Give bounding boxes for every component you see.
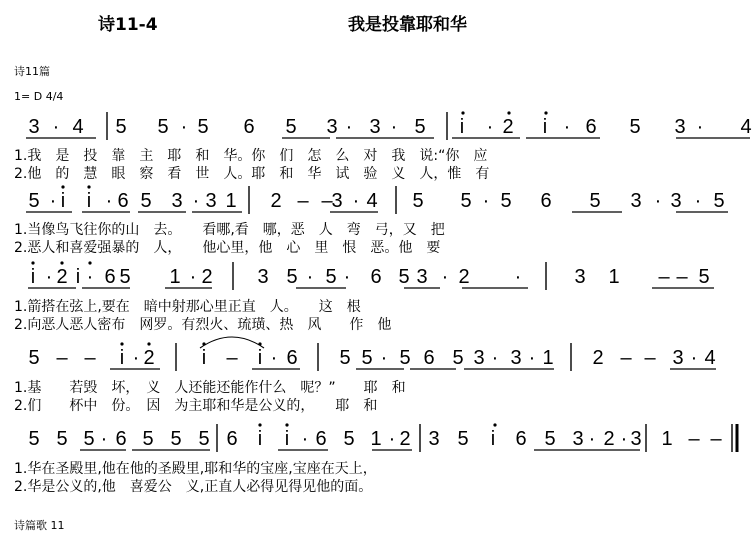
note-glyph: 3	[369, 116, 381, 138]
note-glyph: 1	[169, 266, 181, 288]
lyric-row-5-verse-2: 2.华是公义的,他 喜爱公 义,正直人必得见得见他的面。	[14, 479, 373, 495]
key-note: D	[33, 90, 43, 103]
note-glyph: 3	[574, 266, 586, 288]
note-glyph: i	[257, 347, 263, 369]
note-glyph: –	[710, 428, 722, 450]
note-glyph: 5	[343, 428, 355, 450]
note-glyph: ·	[189, 266, 197, 288]
note-glyph: 4	[366, 190, 378, 212]
note-glyph: 5	[119, 266, 131, 288]
lyric-row-3-verse-1: 1.箭搭在弦上,要在 暗中射那心里正直 人。 这 根	[14, 299, 361, 315]
note-glyph: ·	[86, 266, 94, 288]
note-glyph: 5	[339, 347, 351, 369]
note-glyph: 2	[458, 266, 470, 288]
note-glyph: 5	[198, 428, 210, 450]
note-glyph: 5	[500, 190, 512, 212]
note-glyph: 4	[740, 116, 752, 138]
note-glyph: ·	[270, 347, 278, 369]
note-glyph: 3	[510, 347, 522, 369]
note-glyph: ·	[192, 190, 200, 212]
note-glyph: –	[676, 266, 688, 288]
note-glyph: 6	[286, 347, 298, 369]
note-glyph: 1	[225, 190, 237, 212]
note-glyph: 5	[325, 266, 337, 288]
footer-source: 诗篇歌 11	[14, 519, 65, 532]
note-glyph: 6	[226, 428, 238, 450]
note-glyph: 3	[205, 190, 217, 212]
note-glyph: –	[297, 190, 309, 212]
note-glyph: 5	[197, 116, 209, 138]
note-glyph: i	[75, 266, 81, 288]
note-glyph: –	[644, 347, 656, 369]
note-glyph: ·	[345, 116, 353, 138]
note-glyph: 5	[713, 190, 725, 212]
note-glyph: ·	[694, 190, 702, 212]
note-glyph: 2	[399, 428, 411, 450]
note-glyph: –	[226, 347, 238, 369]
note-glyph: ·	[100, 428, 108, 450]
note-glyph: ·	[528, 347, 536, 369]
note-glyph: 5	[115, 116, 127, 138]
note-glyph: 5	[414, 116, 426, 138]
note-glyph: –	[688, 428, 700, 450]
key-prefix: 1=	[14, 90, 31, 103]
note-glyph: i	[30, 266, 36, 288]
note-glyph: ·	[486, 116, 494, 138]
note-glyph: 2	[56, 266, 68, 288]
note-glyph: i	[60, 190, 66, 212]
note-glyph: –	[84, 347, 96, 369]
lyric-row-4-verse-1: 1.基 若毁 坏， 义 人还能还能作什么 呢？” 耶 和	[14, 380, 406, 396]
note-glyph: ·	[482, 190, 490, 212]
note-glyph: ·	[180, 116, 188, 138]
note-glyph: i	[201, 347, 207, 369]
lyric-row-5-verse-1: 1.华在圣殿里,他在他的圣殿里,耶和华的宝座,宝座在天上，	[14, 461, 377, 477]
note-glyph: 3	[331, 190, 343, 212]
note-glyph: 1	[608, 266, 620, 288]
note-glyph: i	[490, 428, 496, 450]
note-glyph: ·	[49, 190, 57, 212]
note-glyph: ·	[441, 266, 449, 288]
note-glyph: 3	[28, 116, 40, 138]
source-psalm: 诗11篇	[14, 65, 50, 78]
note-glyph: ·	[491, 347, 499, 369]
note-glyph: 6	[243, 116, 255, 138]
note-glyph: 3	[257, 266, 269, 288]
note-glyph: i	[459, 116, 465, 138]
note-glyph: 3	[416, 266, 428, 288]
note-glyph: 5	[157, 116, 169, 138]
note-glyph: 2	[270, 190, 282, 212]
lyric-row-2-verse-1: 1.当像鸟飞往你的山 去。 看哪,看 哪，恶 人 弯 弓，又 把	[14, 222, 445, 238]
note-glyph: ·	[620, 428, 628, 450]
note-glyph: ·	[105, 190, 113, 212]
note-glyph: i	[86, 190, 92, 212]
note-glyph: 6	[315, 428, 327, 450]
note-glyph: 2	[143, 347, 155, 369]
note-glyph: ·	[132, 347, 140, 369]
note-glyph: 5	[589, 190, 601, 212]
note-glyph: ·	[390, 116, 398, 138]
note-glyph: 5	[544, 428, 556, 450]
note-glyph: ·	[380, 347, 388, 369]
page-title: 我是投靠耶和华	[348, 15, 467, 35]
note-glyph: 3	[572, 428, 584, 450]
note-glyph: 2	[201, 266, 213, 288]
note-glyph: –	[620, 347, 632, 369]
note-glyph: 5	[56, 428, 68, 450]
note-glyph: 5	[361, 347, 373, 369]
note-glyph: 3	[630, 190, 642, 212]
note-glyph: 3	[672, 347, 684, 369]
hymn-number: 诗11-4	[98, 15, 158, 35]
note-glyph: 5	[452, 347, 464, 369]
lyric-row-1-verse-1: 1.我 是 投 靠 主 耶 和 华。你 们 怎 么 对 我 说:“你 应	[14, 148, 488, 164]
note-glyph: 5	[28, 428, 40, 450]
note-glyph: –	[658, 266, 670, 288]
lyric-row-3-verse-2: 2.向恶人恶人密布 网罗。有烈火、琉璜、热 风 作 他	[14, 317, 392, 333]
note-glyph: ·	[306, 266, 314, 288]
note-glyph: 1	[542, 347, 554, 369]
note-glyph: 3	[670, 190, 682, 212]
note-glyph: 3	[326, 116, 338, 138]
note-glyph: 5	[142, 428, 154, 450]
note-glyph: i	[542, 116, 548, 138]
note-glyph: 1	[370, 428, 382, 450]
lyric-row-1-verse-2: 2.他 的 慧 眼 察 看 世 人。耶 和 华 试 验 义 人，惟 有	[14, 166, 490, 182]
note-glyph: ·	[52, 116, 60, 138]
note-glyph: ·	[563, 116, 571, 138]
note-glyph: 6	[115, 428, 127, 450]
note-glyph: ·	[588, 428, 596, 450]
note-glyph: ·	[45, 266, 53, 288]
note-glyph: 5	[83, 428, 95, 450]
note-glyph: 4	[72, 116, 84, 138]
note-glyph: 3	[473, 347, 485, 369]
note-glyph: –	[321, 190, 333, 212]
note-glyph: i	[284, 428, 290, 450]
note-glyph: i	[119, 347, 125, 369]
beams	[26, 138, 750, 450]
note-glyph: 5	[399, 347, 411, 369]
note-glyph: 5	[460, 190, 472, 212]
note-glyph: 3	[674, 116, 686, 138]
time-signature: 4/4	[45, 90, 64, 103]
note-glyph: 5	[629, 116, 641, 138]
note-glyph: ·	[388, 428, 396, 450]
note-glyph: 6	[585, 116, 597, 138]
lyric-row-2-verse-2: 2.恶人和喜爱强暴的 人， 他心里，他 心 里 恨 恶。他 要	[14, 240, 441, 256]
note-glyph: ·	[654, 190, 662, 212]
note-glyph: 5	[140, 190, 152, 212]
note-glyph: ·	[690, 347, 698, 369]
note-glyph: ·	[696, 116, 704, 138]
note-glyph: ·	[343, 266, 351, 288]
barlines	[107, 112, 737, 452]
note-glyph: 6	[540, 190, 552, 212]
note-glyph: 4	[704, 347, 716, 369]
note-glyph: 2	[592, 347, 604, 369]
note-glyph: 3	[428, 428, 440, 450]
note-glyph: 5	[28, 190, 40, 212]
note-glyph: i	[257, 428, 263, 450]
note-glyph: 5	[170, 428, 182, 450]
note-glyph: 5	[286, 266, 298, 288]
note-glyph: 6	[515, 428, 527, 450]
note-glyph: ·	[514, 266, 522, 288]
note-glyph: 5	[412, 190, 424, 212]
octave-dots	[31, 111, 547, 426]
note-glyph: 6	[370, 266, 382, 288]
note-glyph: 3	[630, 428, 642, 450]
note-glyph: 5	[698, 266, 710, 288]
note-glyph: 5	[398, 266, 410, 288]
lyric-row-4-verse-2: 2.们 杯中 份。 因 为主耶和华是公义的， 耶 和	[14, 398, 378, 414]
note-glyph: 1	[661, 428, 673, 450]
note-glyph: ·	[352, 190, 360, 212]
note-glyph: 3	[171, 190, 183, 212]
note-glyph: 6	[117, 190, 129, 212]
note-glyph: ·	[301, 428, 309, 450]
note-glyph: 6	[423, 347, 435, 369]
slur	[200, 337, 264, 348]
note-glyph: 2	[603, 428, 615, 450]
note-glyph: –	[56, 347, 68, 369]
note-glyph: 5	[28, 347, 40, 369]
note-glyph: 2	[502, 116, 514, 138]
note-glyph: 6	[104, 266, 116, 288]
note-glyph: 5	[285, 116, 297, 138]
note-glyph: 5	[457, 428, 469, 450]
